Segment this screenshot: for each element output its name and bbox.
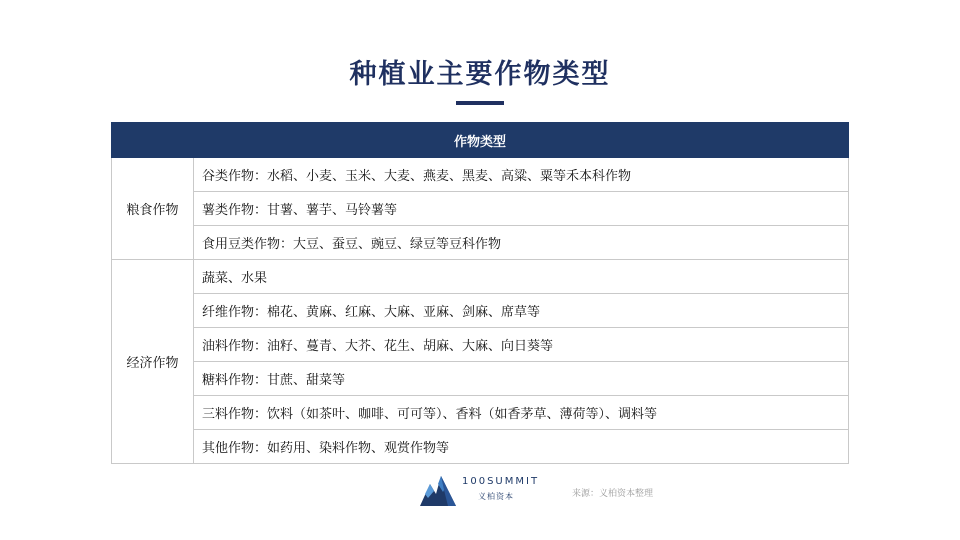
table-row	[112, 260, 849, 294]
table-cell: 谷类作物：水稻、小麦、玉米、大麦、燕麦、黑麦、高粱、粟等禾本科作物	[194, 158, 849, 192]
table-cell: 食用豆类作物：大豆、蚕豆、豌豆、绿豆等豆科作物	[194, 226, 849, 260]
page-title: 种植业主要作物类型	[349, 59, 611, 90]
table-header-row	[112, 123, 849, 158]
table-header: 作物类型	[112, 123, 849, 158]
table-row	[112, 396, 849, 430]
table-cell: 其他作物：如药用、染料作物、观赏作物等	[194, 430, 849, 464]
table-cell: 油料作物：油籽、蔓青、大芥、花生、胡麻、大麻、向日葵等	[194, 328, 849, 362]
crop-types-table	[111, 122, 849, 464]
category-cell-economic: 经济作物	[112, 260, 194, 464]
category-cell-grain: 粮食作物	[112, 158, 194, 260]
source-note: 来源：义柏资本整理	[572, 489, 654, 499]
table-cell: 蔬菜、水果	[194, 260, 849, 294]
title-underline	[456, 101, 504, 105]
mountain-peaks-icon	[418, 472, 458, 508]
table-cell: 三料作物：饮料（如茶叶、咖啡、可可等）、香料（如香茅草、薄荷等）、调料等	[194, 396, 849, 430]
table-row	[112, 226, 849, 260]
table-row	[112, 430, 849, 464]
table-cell: 薯类作物：甘薯、薯芋、马铃薯等	[194, 192, 849, 226]
company-logo	[418, 472, 558, 510]
table-cell: 糖料作物：甘蔗、甜菜等	[194, 362, 849, 396]
logo-name: 100SUMMIT	[462, 476, 540, 487]
table-row	[112, 294, 849, 328]
table-cell: 纤维作物：棉花、黄麻、红麻、大麻、亚麻、剑麻、席草等	[194, 294, 849, 328]
table-row	[112, 158, 849, 192]
table-row	[112, 328, 849, 362]
logo-subtitle: 义柏资本	[478, 492, 514, 501]
table-row	[112, 362, 849, 396]
table-row	[112, 192, 849, 226]
